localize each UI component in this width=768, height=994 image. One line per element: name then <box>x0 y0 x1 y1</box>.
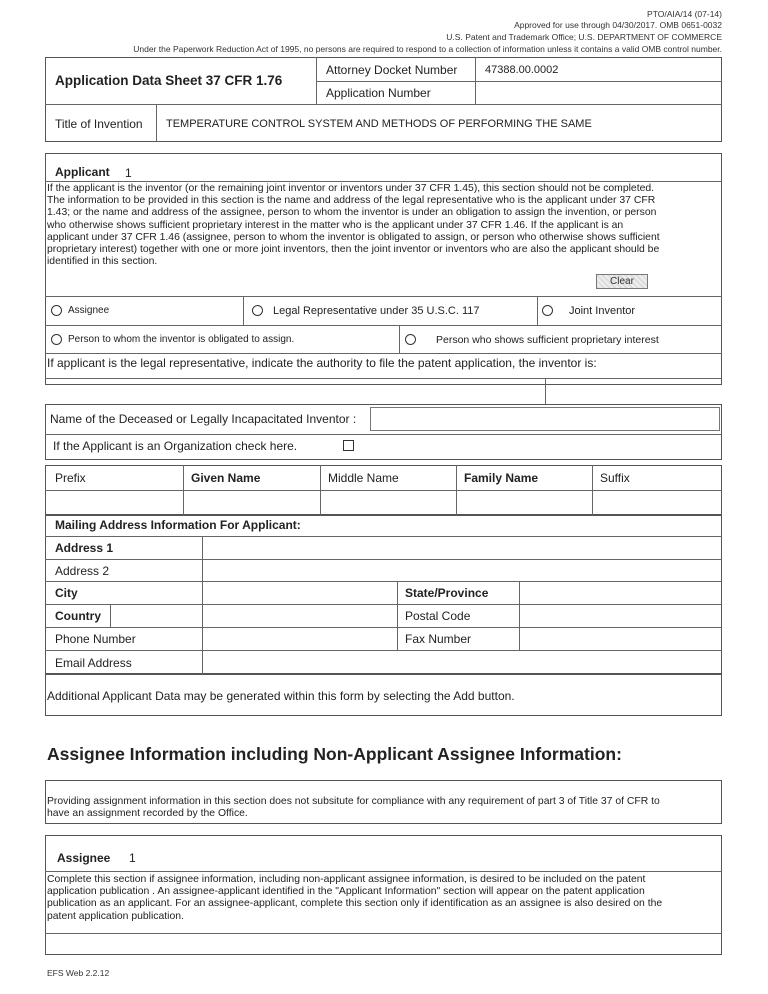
radio-joint-inventor[interactable] <box>542 305 553 316</box>
mailing-heading: Mailing Address Information For Applicant: <box>55 518 301 532</box>
fax-label: Fax Number <box>405 632 472 646</box>
assignee-section-heading: Assignee Information including Non-Applicant Assignee Information: <box>47 744 622 764</box>
docket-label: Attorney Docket Number <box>326 63 458 77</box>
approval-note: Approved for use through 04/30/2017. OMB 0651-0032 <box>514 20 722 30</box>
deceased-inventor-input[interactable] <box>370 407 720 431</box>
deceased-inventor-label: Name of the Deceased or Legally Incapacitated Inventor : <box>50 412 357 426</box>
prefix-input[interactable] <box>46 491 182 514</box>
assignee-heading: Assignee <box>57 851 111 865</box>
sheet-title: Application Data Sheet 37 CFR 1.76 <box>55 73 283 88</box>
state-input[interactable] <box>520 582 721 603</box>
radio-legal-representative[interactable] <box>252 305 263 316</box>
city-label: City <box>55 586 78 600</box>
radio-obligated-label: Person to whom the inventor is obligated to assign. <box>68 334 295 345</box>
appnum-label: Application Number <box>326 86 431 100</box>
state-label: State/Province <box>405 586 489 600</box>
radio-obligated[interactable] <box>51 334 62 345</box>
agency-name: U.S. Patent and Trademark Office; U.S. DEPARTMENT OF COMMERCE <box>446 32 722 42</box>
appnum-field[interactable] <box>476 82 721 103</box>
form-id: PTO/AIA/14 (07-14) <box>647 9 722 19</box>
assignment-notice-text: Providing assignment information in this section does not subsitute for compliance with any requirement of part 3 of Title 37 of CFR to have an assignment recorded by the Office. <box>47 796 660 820</box>
country-select[interactable] <box>111 605 396 626</box>
organization-label: If the Applicant is an Organization check here. <box>53 439 298 453</box>
radio-joint-label: Joint Inventor <box>569 305 636 317</box>
city-input[interactable] <box>203 582 396 603</box>
address1-input[interactable] <box>203 537 721 558</box>
radio-assignee-label: Assignee <box>68 305 110 316</box>
suffix-input[interactable] <box>593 491 721 514</box>
email-input[interactable] <box>203 651 721 673</box>
name-header-middle: Middle Name <box>328 471 399 485</box>
name-header-prefix: Prefix <box>55 471 86 485</box>
legal-rep-authority-text: If applicant is the legal representative, indicate the authority to file the patent application, the inventor is: <box>47 356 597 370</box>
efs-version: EFS Web 2.2.12 <box>47 968 110 978</box>
country-label: Country <box>55 609 101 623</box>
postal-label: Postal Code <box>405 609 471 623</box>
paperwork-notice: Under the Paperwork Reduction Act of 1995, no persons are required to respond to a collection of information unless it contains a valid OMB control number. <box>133 44 722 54</box>
docket-value[interactable]: 47388.00.0002 <box>485 64 559 76</box>
radio-assignee[interactable] <box>51 305 62 316</box>
address2-input[interactable] <box>203 560 721 580</box>
postal-input[interactable] <box>520 605 721 626</box>
authority-field-1[interactable] <box>46 379 544 403</box>
authority-field-2[interactable] <box>546 379 721 403</box>
middle-name-input[interactable] <box>321 491 455 514</box>
radio-proprietary[interactable] <box>405 334 416 345</box>
phone-input[interactable] <box>203 628 396 649</box>
applicant-instructions: If the applicant is the inventor (or the remaining joint inventor or inventors under 37 CFR 1.45), this section should not be completed. The information to be provided in this section is the name and address of the legal representative who is the applicant under 37 CFR 1.43; or the name and address of the assignee, person to whom the inventor is under an obligation to assign the invention, or person who otherwise shows sufficient proprietary interest in the matter who is the applicant under 37 CFR 1.46. If the applicant is an applicant under 37 CFR 1.46 (assignee, person to whom the inventor is obligated to assign, or person who otherwise shows sufficient proprietary interest) together with one or more joint inventors, then the joint inventor or inventors who are also the applicant should be identified in this section. <box>47 183 660 268</box>
name-header-suffix: Suffix <box>600 471 630 485</box>
address1-label: Address 1 <box>55 541 114 555</box>
given-name-input[interactable] <box>184 491 319 514</box>
radio-legal-label: Legal Representative under 35 U.S.C. 117 <box>273 305 480 317</box>
additional-applicant-text: Additional Applicant Data may be generated within this form by selecting the Add button. <box>47 689 515 703</box>
email-label: Email Address <box>55 656 132 670</box>
assignee-number: 1 <box>129 851 136 865</box>
name-header-given: Given Name <box>191 471 261 485</box>
address2-label: Address 2 <box>55 564 110 578</box>
applicant-heading: Applicant <box>55 165 110 179</box>
clear-button[interactable]: Clear <box>596 274 648 289</box>
family-name-input[interactable] <box>457 491 591 514</box>
applicant-number: 1 <box>125 166 132 180</box>
organization-checkbox[interactable] <box>343 440 354 451</box>
invention-title[interactable]: TEMPERATURE CONTROL SYSTEM AND METHODS OF PERFORMING THE SAME <box>166 118 592 130</box>
invention-label: Title of Invention <box>55 117 143 131</box>
radio-proprietary-label: Person who shows sufficient proprietary interest <box>436 334 659 346</box>
fax-input[interactable] <box>520 628 721 649</box>
assignee-instructions: Complete this section if assignee information, including non-applicant assignee information, is desired to be included on the patent application publication . An assignee-applicant identified in the "Applicant Information" section will appear on the patent application publication as an applicant. For an assignee-applicant, complete this section only if identification as an assignee is also desired on the patent application publication. <box>47 874 663 922</box>
phone-label: Phone Number <box>55 632 136 646</box>
name-header-family: Family Name <box>464 471 539 485</box>
